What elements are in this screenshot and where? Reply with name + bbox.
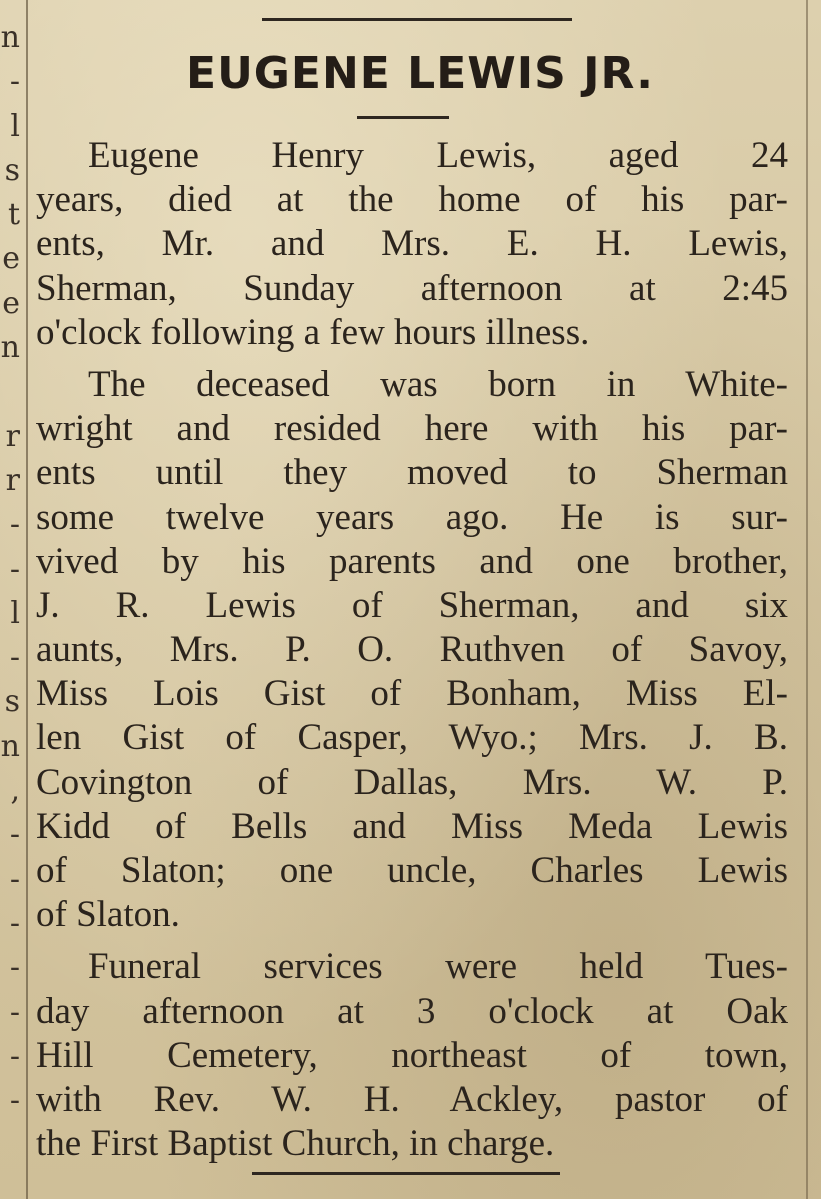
prev-column-fragment: n — [0, 20, 20, 55]
text-line: of Slaton. — [36, 894, 180, 936]
text-line: some twelve years ago. He is sur- — [36, 496, 788, 538]
prev-column-fragment: - — [9, 1038, 20, 1074]
prev-column-fragment: - — [9, 950, 20, 986]
text-line: Covington of Dallas, Mrs. W. P. — [36, 761, 788, 803]
article-body — [36, 134, 788, 1174]
headline-divider — [357, 116, 449, 119]
prev-column-fragment: n — [0, 728, 20, 764]
prev-column-fragment: r — [5, 462, 20, 498]
top-divider — [262, 18, 572, 21]
column-divider-left — [26, 0, 28, 1199]
prev-column-fragment: , — [10, 773, 20, 809]
bottom-divider — [252, 1172, 560, 1175]
prev-column-fragment: s — [4, 152, 20, 188]
text-line: Sherman, Sunday afternoon at 2:45 — [36, 267, 788, 309]
paragraph — [36, 363, 788, 937]
text-line: Miss Lois Gist of Bonham, Miss El- — [36, 673, 788, 715]
text-line: Hill Cemetery, northeast of town, — [36, 1034, 788, 1076]
prev-column-fragment: - — [9, 64, 20, 100]
text-line: day afternoon at 3 o'clock at Oak — [36, 990, 788, 1032]
prev-column-fragment: t — [7, 197, 20, 233]
text-line: the First Baptist Church, in charge. — [36, 1123, 555, 1165]
prev-column-fragment: n — [0, 330, 20, 366]
prev-column-fragment: e — [2, 285, 20, 321]
prev-column-fragment: - — [9, 640, 20, 676]
text-line: ents until they moved to Sherman — [36, 452, 788, 494]
prev-column-fragment: l — [10, 595, 20, 631]
paragraph — [36, 945, 788, 1166]
text-line: The deceased was born in White- — [88, 363, 788, 405]
text-line: o'clock following a few hours illness. — [36, 311, 590, 353]
prev-column-fragment: r — [5, 418, 20, 454]
headline: EUGENE LEWIS JR. — [186, 48, 654, 99]
previous-column-fragments — [0, 0, 24, 1199]
text-line: wright and resided here with his par- — [36, 408, 788, 450]
prev-column-fragment: - — [9, 994, 20, 1030]
text-line: with Rev. W. H. Ackley, pastor of — [36, 1078, 788, 1120]
prev-column-fragment: - — [9, 905, 20, 941]
prev-column-fragment: - — [9, 861, 20, 897]
text-line: of Slaton; one uncle, Charles Lewis — [36, 850, 788, 891]
prev-column-fragment: - — [9, 1083, 20, 1119]
prev-column-fragment: s — [4, 684, 20, 720]
prev-column-fragment: - — [9, 551, 20, 587]
text-line: Funeral services were held Tues- — [88, 946, 788, 988]
text-line: J. R. Lewis of Sherman, and six — [36, 584, 788, 626]
text-line: aunts, Mrs. P. O. Ruthven of Savoy, — [36, 629, 788, 671]
prev-column-fragment — [0, 370, 24, 414]
text-line: Eugene Henry Lewis, aged 24 — [88, 135, 788, 176]
prev-column-fragment: l — [10, 108, 20, 144]
text-line: ents, Mr. and Mrs. E. H. Lewis, — [36, 223, 788, 265]
text-line: Kidd of Bells and Miss Meda Lewis — [36, 805, 788, 847]
text-line: len Gist of Casper, Wyo.; Mrs. J. B. — [36, 717, 788, 759]
text-line: vived by his parents and one brother, — [36, 540, 788, 582]
text-line: years, died at the home of his par- — [36, 179, 788, 221]
prev-column-fragment: - — [9, 817, 20, 853]
prev-column-fragment: e — [2, 241, 20, 277]
column-divider-right — [806, 0, 808, 1199]
prev-column-fragment: - — [9, 507, 20, 543]
paragraph — [36, 134, 788, 355]
